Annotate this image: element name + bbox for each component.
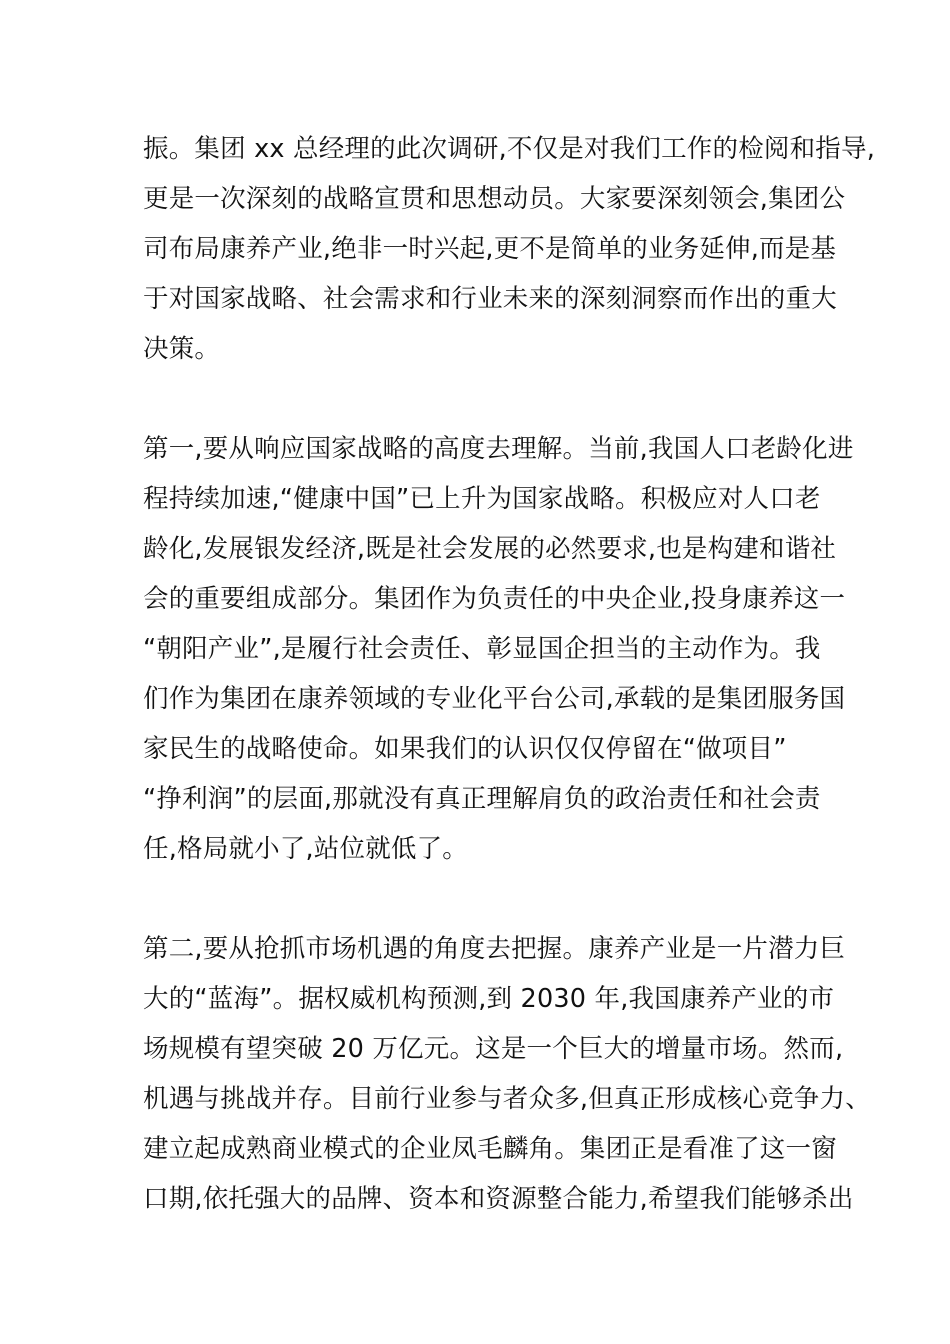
- text-line: 决策。: [143, 334, 221, 364]
- text-line: 家民生的战略使命。如果我们的认识仅仅停留在“做项目”: [143, 734, 787, 764]
- text-line: 更是一次深刻的战略宣贯和思想动员。大家要深刻领会,集团公: [143, 184, 846, 214]
- text-line: 程持续加速,“健康中国”已上升为国家战略。积极应对人口老: [143, 484, 821, 514]
- text-line: “朝阳产业”,是履行社会责任、彰显国企担当的主动作为。我: [143, 634, 821, 664]
- text-line: 口期,依托强大的品牌、资本和资源整合能力,希望我们能够杀出: [143, 1184, 854, 1214]
- text-line: 司布局康养产业,绝非一时兴起,更不是简单的业务延伸,而是基: [143, 234, 837, 264]
- text-line: 机遇与挑战并存。目前行业参与者众多,但真正形成核心竞争力、: [143, 1084, 871, 1114]
- text-line: 第一,要从响应国家战略的高度去理解。当前,我国人口老龄化进: [143, 434, 854, 464]
- text-line: 任,格局就小了,站位就低了。: [143, 834, 469, 864]
- text-line: 第二,要从抢抓市场机遇的角度去把握。康养产业是一片潜力巨: [143, 934, 846, 964]
- text-line: “挣利润”的层面,那就没有真正理解肩负的政治责任和社会责: [143, 784, 821, 814]
- text-line: 于对国家战略、社会需求和行业未来的深刻洞察而作出的重大: [143, 284, 837, 314]
- text-line: 龄化,发展银发经济,既是社会发展的必然要求,也是构建和谐社: [143, 534, 837, 564]
- paragraph-intro: [143, 124, 876, 374]
- text-line: 建立起成熟商业模式的企业凤毛麟角。集团正是看准了这一窗: [143, 1134, 837, 1164]
- text-line: 振。集团 xx 总经理的此次调研,不仅是对我们工作的检阅和指导,: [143, 134, 876, 164]
- text-line: 场规模有望突破 20 万亿元。这是一个巨大的增量市场。然而,: [143, 1034, 844, 1064]
- paragraph-first-point: [143, 424, 854, 874]
- document-body: [143, 124, 876, 1274]
- text-line: 会的重要组成部分。集团作为负责任的中央企业,投身康养这一: [143, 584, 846, 614]
- text-line: 大的“蓝海”。据权威机构预测,到 2030 年,我国康养产业的市: [143, 984, 835, 1014]
- text-line: 们作为集团在康养领域的专业化平台公司,承载的是集团服务国: [143, 684, 846, 714]
- paragraph-second-point: [143, 924, 871, 1224]
